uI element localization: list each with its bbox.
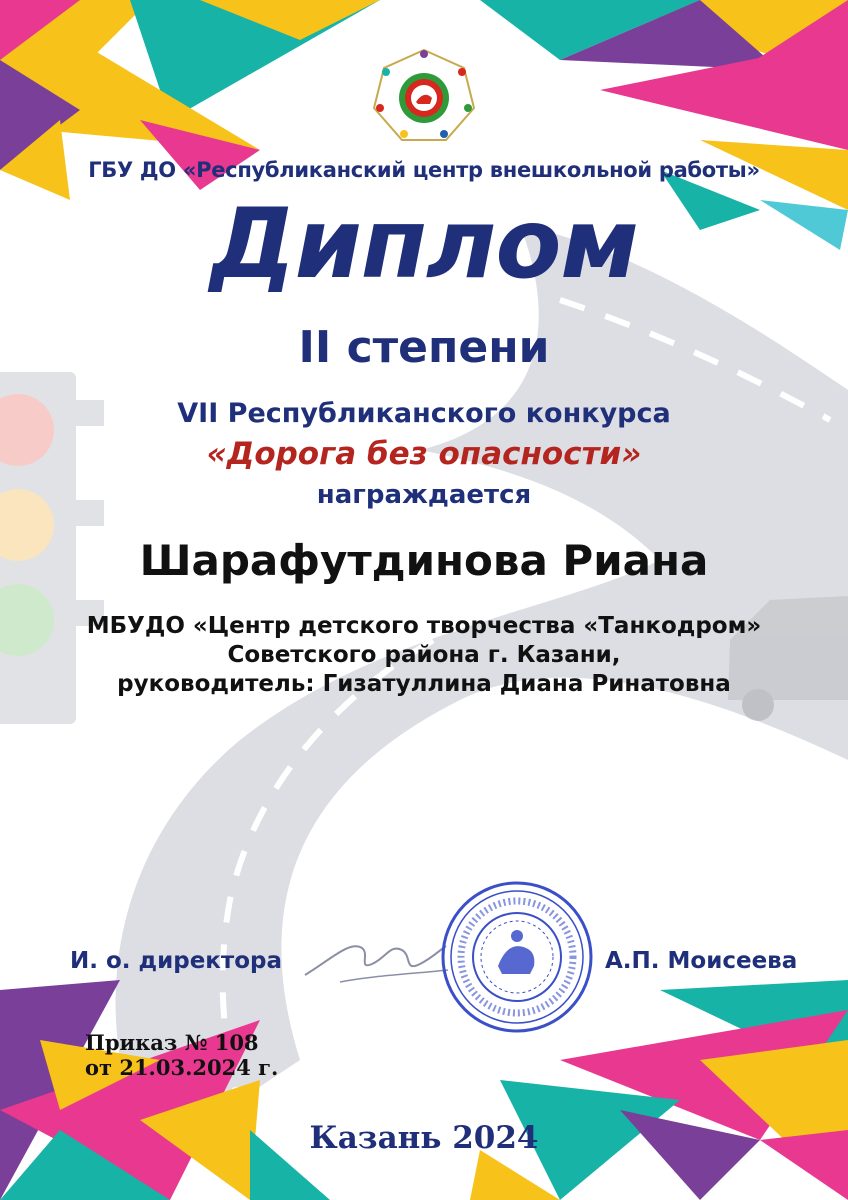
issuer-name: ГБУ ДО «Республиканский центр внешкольной работы» xyxy=(88,158,760,182)
city-year: Казань 2024 xyxy=(309,1120,539,1156)
contest-name-line1: VII Республиканского конкурса xyxy=(177,398,671,429)
handwritten-signature xyxy=(300,920,450,990)
diploma-degree: II степени xyxy=(298,322,550,373)
supervisor-line: руководитель: Гизатуллина Диана Ринатовна xyxy=(117,671,731,697)
tatarstan-emblem-icon xyxy=(364,46,484,146)
organization-block xyxy=(0,612,848,699)
order-info xyxy=(85,1030,278,1080)
signatory-name: А.П. Моисеева xyxy=(605,948,798,974)
signatory-position: И. о. директора xyxy=(70,948,283,974)
round-seal-icon xyxy=(438,878,596,1036)
diploma-title: Диплом xyxy=(210,188,638,300)
order-date: от 21.03.2024 г. xyxy=(85,1055,279,1080)
awarded-label: награждается xyxy=(316,480,532,510)
contest-name-line2: «Дорога без опасности» xyxy=(206,436,642,472)
organization-line2: Советского района г. Казани, xyxy=(227,642,621,668)
order-number: Приказ № 108 xyxy=(85,1030,259,1055)
recipient-name: Шарафутдинова Риана xyxy=(139,536,709,585)
organization-line1: МБУДО «Центр детского творчества «Танкодром» xyxy=(86,613,762,639)
